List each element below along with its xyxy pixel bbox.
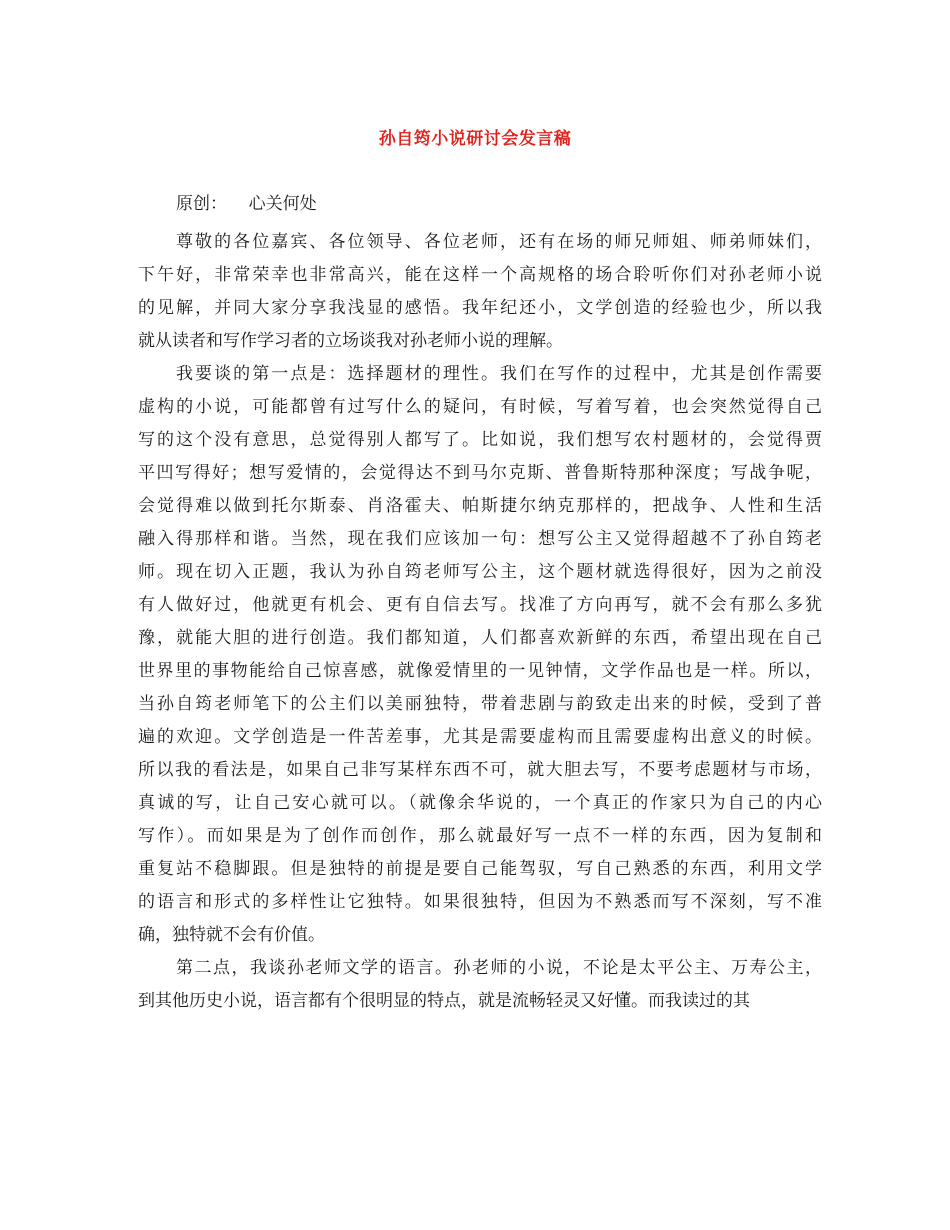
paragraph-line: 尊敬的各位嘉宾、各位领导、各位老师，还有在场的师兄师姐、师弟师妹们，	[176, 232, 822, 252]
paragraph-line: 的语言和形式的多样性让它独特。如果很独特，但因为不熟悉而写不深刻，写不准	[138, 892, 822, 912]
paragraph-line: 遍的欢迎。文学创造是一件苦差事，尤其是需要虚构而且需要虚构出意义的时候。	[138, 727, 822, 747]
paragraph-line: 豫，就能大胆的进行创造。我们都知道，人们都喜欢新鲜的东西，希望出现在自己	[138, 628, 822, 648]
paragraph-line: 写作）。而如果是为了创作而创作，那么就最好写一点不一样的东西，因为复制和	[138, 826, 822, 846]
paragraph-line: 确，独特就不会有价值。	[138, 925, 325, 945]
paragraph-line: 师。现在切入正题，我认为孙自筠老师写公主，这个题材就选得很好，因为之前没	[138, 562, 822, 582]
paragraph-line: 重复站不稳脚跟。但是独特的前提是要自己能驾驭，写自己熟悉的东西，利用文学	[138, 859, 822, 879]
paragraph	[138, 358, 822, 952]
paragraph-line: 写的这个没有意思，总觉得别人都写了。比如说，我们想写农村题材的，会觉得贾	[138, 430, 822, 450]
document-title: 孙自筠小说研讨会发言稿	[378, 129, 572, 149]
paragraph-line: 有人做好过，他就更有机会、更有自信去写。找准了方向再写，就不会有那么多犹	[138, 595, 822, 615]
paragraph-line: 会觉得难以做到托尔斯泰、肖洛霍夫、帕斯捷尔纳克那样的，把战争、人性和生活	[138, 496, 822, 516]
paragraph-line: 虚构的小说，可能都曾有过写什么的疑问，有时候，写着写着，也会突然觉得自己	[138, 397, 822, 417]
paragraph-line: 所以我的看法是，如果自己非写某样东西不可，就大胆去写，不要考虑题材与市场，	[138, 760, 822, 780]
paragraph	[138, 952, 822, 1018]
paragraph-line: 融入得那样和谐。当然，现在我们应该加一句：想写公主又觉得超越不了孙自筠老	[138, 529, 822, 549]
paragraph-line: 到其他历史小说，语言都有个很明显的特点，就是流畅轻灵又好懂。而我读过的其	[138, 991, 750, 1011]
paragraph-line: 就从读者和写作学习者的立场谈我对孙老师小说的理解。	[138, 331, 563, 351]
document-body	[138, 226, 822, 1018]
paragraph-line: 我要谈的第一点是：选择题材的理性。我们在写作的过程中，尤其是创作需要	[176, 364, 822, 384]
paragraph-line: 第二点，我谈孙老师文学的语言。孙老师的小说，不论是太平公主、万寿公主，	[176, 958, 822, 978]
paragraph-line: 平凹写得好；想写爱情的，会觉得达不到马尔克斯、普鲁斯特那种深度；写战争呢，	[138, 463, 822, 483]
paragraph-line: 真诚的写，让自己安心就可以。（就像余华说的，一个真正的作家只为自己的内心	[138, 793, 822, 813]
paragraph-line: 下午好，非常荣幸也非常高兴，能在这样一个高规格的场合聆听你们对孙老师小说	[138, 265, 822, 285]
paragraph-line: 世界里的事物能给自己惊喜感，就像爱情里的一见钟情，文学作品也是一样。所以，	[138, 661, 822, 681]
paragraph	[138, 226, 822, 358]
paragraph-line: 的见解，并同大家分享我浅显的感悟。我年纪还小，文学创造的经验也少，所以我	[138, 298, 822, 318]
author-line: 原创： 心关何处	[176, 194, 317, 214]
paragraph-line: 当孙自筠老师笔下的公主们以美丽独特，带着悲剧与韵致走出来的时候，受到了普	[138, 694, 822, 714]
